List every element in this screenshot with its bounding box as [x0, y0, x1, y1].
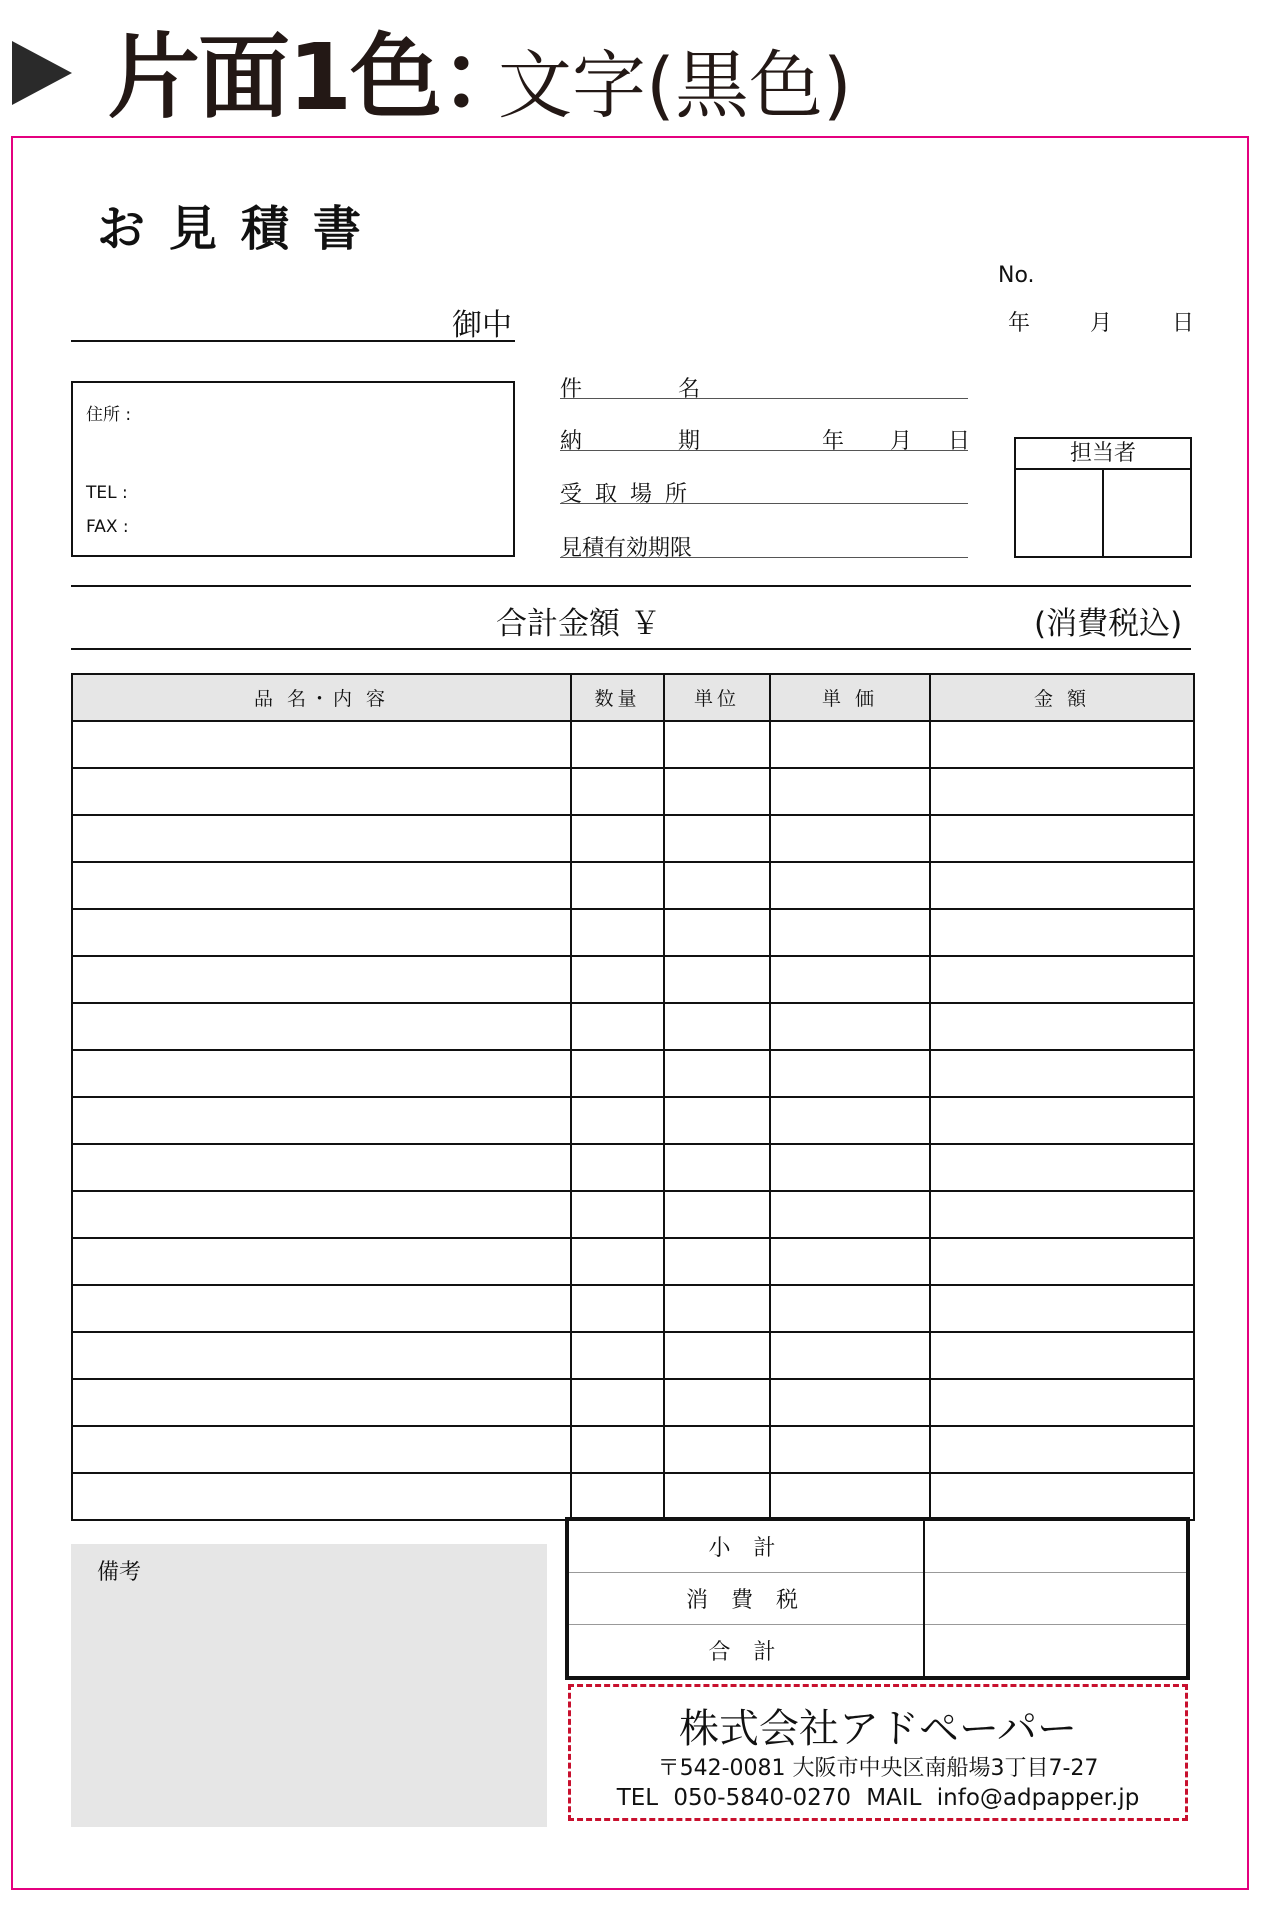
delivery-label-a: 納 — [560, 429, 583, 454]
table-row — [72, 721, 1194, 768]
amount-cell[interactable] — [930, 1379, 1194, 1426]
amount-cell[interactable] — [930, 1097, 1194, 1144]
receiving-place-field[interactable] — [560, 477, 968, 507]
amount-cell[interactable] — [930, 862, 1194, 909]
subject-label-b: 名 — [678, 377, 701, 402]
amount-cell[interactable] — [930, 1191, 1194, 1238]
subtotal-label: 小 計 — [567, 1519, 924, 1573]
unit-price-cell[interactable] — [770, 1473, 930, 1520]
recipient-suffix: 御中 — [452, 308, 512, 343]
validity-field[interactable] — [560, 531, 968, 561]
item-cell[interactable] — [72, 862, 571, 909]
delivery-underline — [560, 450, 968, 451]
table-row — [72, 1238, 1194, 1285]
company-name: 株式会社アドペーパー — [679, 1706, 1077, 1752]
quantity-cell[interactable] — [571, 909, 664, 956]
address-label: 住所 : — [86, 405, 132, 425]
unit-price-cell[interactable] — [770, 956, 930, 1003]
column-header-item: 品 名・内 容 — [72, 674, 571, 721]
quantity-cell[interactable] — [571, 1285, 664, 1332]
table-row — [72, 1097, 1194, 1144]
amount-cell[interactable] — [930, 721, 1194, 768]
table-row — [72, 1144, 1194, 1191]
unit-cell[interactable] — [664, 1426, 770, 1473]
remarks-label: 備考 — [97, 1560, 142, 1585]
item-cell[interactable] — [72, 1332, 571, 1379]
date-day-label: 日 — [1172, 311, 1195, 336]
amount-cell[interactable] — [930, 1426, 1194, 1473]
subtotal-row — [567, 1519, 1188, 1573]
quantity-cell[interactable] — [571, 768, 664, 815]
tax-included-label: (消費税込) — [1034, 606, 1183, 642]
unit-cell[interactable] — [664, 1473, 770, 1520]
tax-row — [567, 1573, 1188, 1625]
address-box[interactable] — [71, 381, 515, 557]
item-cell[interactable] — [72, 1003, 571, 1050]
unit-cell[interactable] — [664, 1238, 770, 1285]
unit-price-cell[interactable] — [770, 1332, 930, 1379]
items-table — [71, 673, 1195, 1521]
amount-cell[interactable] — [930, 1238, 1194, 1285]
unit-cell[interactable] — [664, 1379, 770, 1426]
date-month-label: 月 — [1090, 311, 1113, 336]
play-arrow-icon — [12, 41, 72, 105]
table-row — [72, 1050, 1194, 1097]
quantity-cell[interactable] — [571, 862, 664, 909]
quantity-cell[interactable] — [571, 1332, 664, 1379]
delivery-label-b: 期 — [678, 429, 701, 454]
company-address: 〒542-0081 大阪市中央区南船場3丁目7-27 — [657, 1756, 1099, 1781]
quantity-cell[interactable] — [571, 1473, 664, 1520]
unit-price-cell[interactable] — [770, 1285, 930, 1332]
person-in-charge-label: 担当者 — [1016, 439, 1190, 470]
unit-cell[interactable] — [664, 1144, 770, 1191]
item-cell[interactable] — [72, 1238, 571, 1285]
subject-field[interactable] — [560, 372, 968, 402]
unit-price-cell[interactable] — [770, 721, 930, 768]
unit-price-cell[interactable] — [770, 1003, 930, 1050]
item-cell[interactable] — [72, 721, 571, 768]
column-header-unit-price: 単 価 — [770, 674, 930, 721]
item-cell[interactable] — [72, 815, 571, 862]
total-amount-label: 合計金額 ￥ — [496, 606, 661, 642]
unit-cell[interactable] — [664, 1285, 770, 1332]
amount-cell[interactable] — [930, 1003, 1194, 1050]
table-row — [72, 1379, 1194, 1426]
table-row — [72, 1003, 1194, 1050]
unit-price-cell[interactable] — [770, 909, 930, 956]
quantity-cell[interactable] — [571, 1238, 664, 1285]
tax-label: 消 費 税 — [567, 1573, 924, 1625]
quantity-cell[interactable] — [571, 1379, 664, 1426]
table-row — [72, 1285, 1194, 1332]
recipient-line[interactable] — [71, 340, 515, 342]
unit-price-cell[interactable] — [770, 862, 930, 909]
grand-total-label: 合 計 — [567, 1625, 924, 1679]
unit-cell[interactable] — [664, 1191, 770, 1238]
quantity-cell[interactable] — [571, 721, 664, 768]
unit-price-cell[interactable] — [770, 1426, 930, 1473]
amount-cell[interactable] — [930, 1050, 1194, 1097]
person-in-charge-box[interactable] — [1014, 437, 1192, 558]
unit-cell[interactable] — [664, 862, 770, 909]
column-header-unit: 単位 — [664, 674, 770, 721]
quantity-cell[interactable] — [571, 1144, 664, 1191]
delivery-day-label: 日 — [948, 429, 971, 454]
summary-table — [565, 1517, 1190, 1680]
table-row — [72, 1191, 1194, 1238]
tax-cell[interactable] — [924, 1573, 1188, 1625]
quantity-cell[interactable] — [571, 1003, 664, 1050]
amount-cell[interactable] — [930, 1473, 1194, 1520]
item-cell[interactable] — [72, 909, 571, 956]
unit-price-cell[interactable] — [770, 815, 930, 862]
column-header-quantity: 数量 — [571, 674, 664, 721]
items-body — [72, 721, 1194, 1520]
unit-price-cell[interactable] — [770, 1238, 930, 1285]
subject-underline — [560, 398, 968, 399]
amount-cell[interactable] — [930, 1144, 1194, 1191]
column-header-amount: 金 額 — [930, 674, 1194, 721]
table-row — [72, 909, 1194, 956]
grand-total-row — [567, 1625, 1188, 1679]
unit-price-cell[interactable] — [770, 1097, 930, 1144]
table-row — [72, 956, 1194, 1003]
grand-total-cell[interactable] — [924, 1625, 1188, 1679]
quantity-cell[interactable] — [571, 1191, 664, 1238]
item-cell[interactable] — [72, 956, 571, 1003]
unit-price-cell[interactable] — [770, 768, 930, 815]
unit-cell[interactable] — [664, 1332, 770, 1379]
amount-cell[interactable] — [930, 768, 1194, 815]
unit-cell[interactable] — [664, 768, 770, 815]
unit-cell[interactable] — [664, 1003, 770, 1050]
validity-label: 見積有効期限 — [560, 536, 693, 561]
delivery-field[interactable] — [560, 424, 971, 454]
quantity-cell[interactable] — [571, 1050, 664, 1097]
banner-subtitle: 文字(黒色) — [498, 43, 852, 129]
unit-price-cell[interactable] — [770, 1144, 930, 1191]
unit-cell[interactable] — [664, 1050, 770, 1097]
unit-cell[interactable] — [664, 909, 770, 956]
item-cell[interactable] — [72, 1379, 571, 1426]
total-rule-bottom — [71, 648, 1191, 650]
amount-cell[interactable] — [930, 815, 1194, 862]
table-row — [72, 768, 1194, 815]
table-row — [72, 862, 1194, 909]
item-cell[interactable] — [72, 1050, 571, 1097]
quantity-cell[interactable] — [571, 956, 664, 1003]
banner-title: 片面1色： — [108, 24, 531, 131]
company-stamp — [568, 1684, 1188, 1821]
fax-label: FAX : — [86, 517, 129, 537]
table-row — [72, 815, 1194, 862]
unit-price-cell[interactable] — [770, 1191, 930, 1238]
table-row — [72, 1426, 1194, 1473]
item-cell[interactable] — [72, 1285, 571, 1332]
unit-cell[interactable] — [664, 721, 770, 768]
quantity-cell[interactable] — [571, 1097, 664, 1144]
quantity-cell[interactable] — [571, 815, 664, 862]
amount-cell[interactable] — [930, 1285, 1194, 1332]
delivery-year-label: 年 — [822, 429, 845, 454]
quantity-cell[interactable] — [571, 1426, 664, 1473]
person-in-charge-divider — [1102, 468, 1104, 556]
unit-price-cell[interactable] — [770, 1379, 930, 1426]
item-cell[interactable] — [72, 1097, 571, 1144]
amount-cell[interactable] — [930, 1332, 1194, 1379]
unit-cell[interactable] — [664, 815, 770, 862]
delivery-month-label: 月 — [890, 429, 913, 454]
company-contact: TEL 050-5840-0270 MAIL info@adpapper.jp — [616, 1785, 1140, 1811]
number-label: No. — [998, 263, 1035, 288]
receiving-place-label: 受 取 場 所 — [560, 482, 690, 507]
tel-label: TEL : — [86, 483, 128, 503]
item-cell[interactable] — [72, 1191, 571, 1238]
item-cell[interactable] — [72, 768, 571, 815]
unit-price-cell[interactable] — [770, 1050, 930, 1097]
item-cell[interactable] — [72, 1426, 571, 1473]
item-cell[interactable] — [72, 1473, 571, 1520]
table-row — [72, 1332, 1194, 1379]
subtotal-cell[interactable] — [924, 1519, 1188, 1573]
document-title: お見積書 — [97, 201, 386, 257]
receiving-place-underline — [560, 503, 968, 504]
remarks-box[interactable] — [71, 1544, 547, 1827]
total-rule-top — [71, 585, 1191, 587]
validity-underline — [560, 557, 968, 558]
subject-label-a: 件 — [560, 377, 583, 402]
unit-cell[interactable] — [664, 1097, 770, 1144]
items-header-row — [72, 674, 1194, 721]
amount-cell[interactable] — [930, 909, 1194, 956]
unit-cell[interactable] — [664, 956, 770, 1003]
item-cell[interactable] — [72, 1144, 571, 1191]
amount-cell[interactable] — [930, 956, 1194, 1003]
table-row — [72, 1473, 1194, 1520]
date-year-label: 年 — [1008, 311, 1031, 336]
